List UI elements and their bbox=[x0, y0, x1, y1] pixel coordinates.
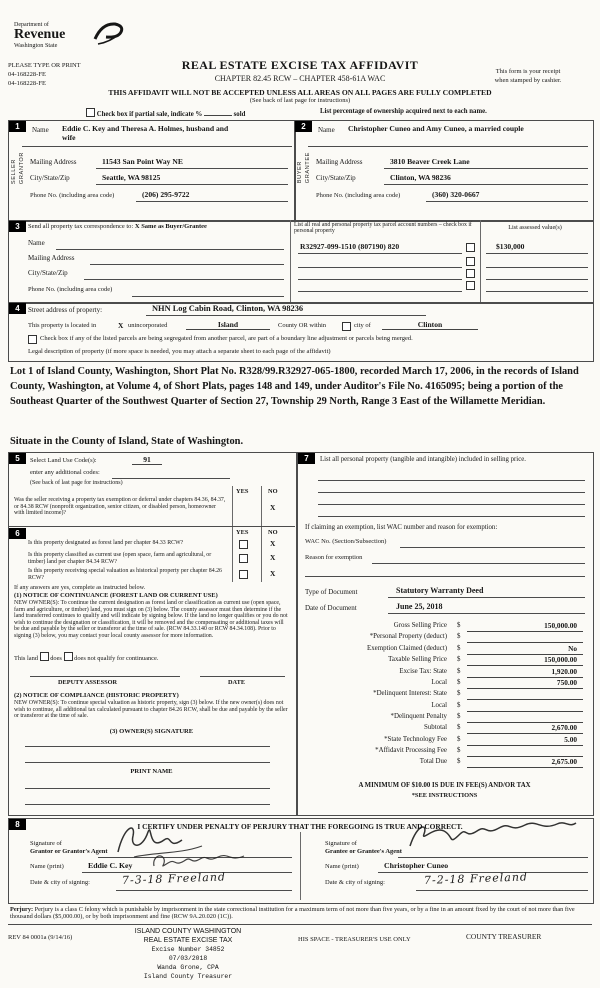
seller-csz-value: Seattle, WA 98125 bbox=[102, 173, 161, 182]
fee-label: Local bbox=[431, 679, 447, 686]
reason-line-2[interactable] bbox=[305, 576, 585, 577]
dor-dept-of: Department of bbox=[14, 22, 49, 28]
dor-revenue: Revenue bbox=[14, 27, 66, 42]
stamp-line-treasurer-title: Island County Treasurer bbox=[143, 973, 233, 980]
buyer-mailing-label: Mailing Address bbox=[316, 158, 363, 166]
fee-value: No bbox=[568, 644, 577, 653]
seller-phone-value: (206) 295-9722 bbox=[142, 190, 190, 199]
s5-deferral-question: Was the seller receiving a property tax exemption or deferral under chapters 84.36, 84.37, or 84.38 RCW (nonprofit organization, senior citizen, or disabled person, homeowner with limited income)? bbox=[14, 497, 226, 517]
grantor-agent-label: Grantor or Grantor's Agent bbox=[30, 848, 108, 855]
parcel-line-3[interactable] bbox=[298, 279, 462, 280]
buyer-phone-value: (360) 320-0667 bbox=[432, 190, 480, 199]
fee-label: *State Technology Fee bbox=[384, 736, 447, 743]
assessed-line-4[interactable] bbox=[486, 291, 588, 292]
date-document-value: June 25, 2018 bbox=[396, 602, 443, 611]
date-document-line[interactable] bbox=[388, 613, 585, 614]
acceptance-warning: THIS AFFIDAVIT WILL NOT BE ACCEPTED UNLESS ALL AREAS ON ALL PAGES ARE FULLY COMPLETED bbox=[108, 88, 492, 97]
reason-line-1[interactable] bbox=[372, 563, 585, 564]
stamp-line-excise-number: Excise Number 34852 bbox=[151, 946, 225, 953]
s6-yes-header: YES bbox=[236, 529, 249, 536]
parcel-line-4[interactable] bbox=[298, 291, 462, 292]
does-not-label: does not qualify for continuance. bbox=[74, 655, 159, 662]
fee-row-subtotal bbox=[305, 724, 587, 735]
fee-line[interactable] bbox=[467, 689, 583, 700]
fee-label: Exemption Claimed (deduct) bbox=[367, 645, 447, 652]
assessed-line-2[interactable] bbox=[486, 267, 588, 268]
personal-property-line-2[interactable] bbox=[318, 492, 585, 493]
buyer-csz-label: City/State/Zip bbox=[316, 174, 356, 182]
grantor-name-value: Eddie C. Key bbox=[88, 861, 133, 870]
receipt-note-1: This form is your receipt bbox=[495, 68, 561, 75]
partial-sale-label: Check box if partial sale, indicate % bbox=[96, 111, 203, 118]
s6-q3-yes-checkbox[interactable] bbox=[239, 570, 248, 579]
fee-line[interactable] bbox=[467, 757, 583, 768]
situate-line: Situate in the County of Island, State of Washington. bbox=[10, 436, 244, 447]
grantee-agent-label: Grantee or Grantee's Agent bbox=[325, 848, 402, 855]
city-of-checkbox[interactable] bbox=[342, 322, 351, 331]
segregated-label: Check box if any of the listed parcels are being segregated from another parcel, are part of a boundary line adjustment or parcels being merged. bbox=[40, 335, 413, 342]
parcel-line-1[interactable] bbox=[298, 253, 462, 254]
yesno-divider-2 bbox=[261, 486, 262, 582]
section5-number: 5 bbox=[9, 453, 26, 464]
partial-sale-checkbox[interactable] bbox=[86, 108, 95, 117]
notice1-body: NEW OWNER(S): To continue the current designation as forest land or classification as current use (open space, farm and agriculture, or timber) land, you must sign on (3) below. The county assessor must then determine if the land transferred continues to qualify and will indicate by signing below. If the land no longer qualifies or you do not wish to continue the designation or classification, it will be removed and the compensating or additional taxes will be due and payable by the seller or transferor at the time of sale. (RCW 84.33.140 or RCW 84.34.108). Prior to signing (3) below, you may contact your local county assessor for more information. bbox=[14, 600, 288, 639]
parcel-checkbox-3[interactable] bbox=[466, 269, 475, 278]
seller-side-label bbox=[11, 152, 25, 184]
see-instructions-note: *SEE INSTRUCTIONS bbox=[411, 792, 478, 799]
section1-number: 1 bbox=[9, 121, 26, 132]
does-not-checkbox[interactable] bbox=[64, 652, 73, 661]
buyer-name-value: Christopher Cuneo and Amy Cuneo, a married couple bbox=[348, 124, 524, 133]
seller-side-word-1: SELLER bbox=[11, 159, 17, 185]
same-as-x-mark: X bbox=[134, 223, 140, 230]
deputy-assessor-label: DEPUTY ASSESSOR bbox=[58, 679, 118, 686]
fee-row-total-due bbox=[305, 758, 587, 769]
street-address-label: Street address of property: bbox=[28, 306, 103, 314]
fee-line[interactable] bbox=[467, 655, 583, 666]
corr-csz-label: City/State/Zip bbox=[28, 269, 68, 277]
stamp-line-date: 07/03/2018 bbox=[168, 955, 208, 962]
buyer-phone-line[interactable] bbox=[426, 201, 588, 202]
fee-label: Gross Selling Price bbox=[393, 622, 447, 629]
fee-value: 2,675.00 bbox=[551, 757, 577, 766]
grantee-date-line[interactable] bbox=[416, 890, 588, 891]
personal-property-line-4[interactable] bbox=[318, 516, 585, 517]
s6-question-2: Is this property classified as current use (open space, farm and agricultural, or timber) land per chapter 84.34 RCW? bbox=[28, 552, 212, 565]
yesno-divider-1 bbox=[232, 486, 233, 582]
personal-property-line-1[interactable] bbox=[318, 480, 585, 481]
dor-state: Washington State bbox=[14, 42, 58, 49]
partial-sale-sold: sold bbox=[233, 111, 246, 118]
print-name-line-1[interactable] bbox=[25, 788, 270, 789]
dollar-sign: $ bbox=[457, 747, 461, 754]
fee-label: Total Due bbox=[419, 758, 447, 765]
corr-mailing-line[interactable] bbox=[90, 264, 284, 265]
buyer-side-word-2: GRANTEE bbox=[305, 152, 311, 184]
s6-q2-no-x: X bbox=[270, 553, 276, 562]
parcel-header: List all real and personal property tax parcel account numbers – check box if personal property bbox=[294, 222, 472, 235]
fee-value bbox=[577, 746, 583, 755]
stamp-line-county: ISLAND COUNTY WASHINGTON bbox=[134, 928, 242, 935]
fee-value: 2,670.00 bbox=[551, 723, 577, 732]
please-type-note: PLEASE TYPE OR PRINT bbox=[8, 62, 81, 69]
fee-line[interactable] bbox=[467, 712, 583, 723]
fee-line[interactable] bbox=[467, 667, 583, 678]
form-title: REAL ESTATE EXCISE TAX AFFIDAVIT bbox=[181, 58, 419, 72]
seller-mailing-label: Mailing Address bbox=[30, 158, 77, 166]
section7-number: 7 bbox=[298, 453, 315, 464]
grantee-date-city-value: 7-2-18 Freeland bbox=[423, 870, 529, 887]
owners-signature-heading: (3) OWNER(S) SIGNATURE bbox=[109, 728, 194, 735]
does-label: does bbox=[50, 655, 62, 662]
grantee-signature-of-label: Signature of bbox=[325, 840, 357, 847]
section5-6-divider bbox=[8, 526, 295, 527]
personal-property-line-3[interactable] bbox=[318, 504, 585, 505]
buyer-name-label: Name bbox=[318, 126, 335, 134]
land-use-label: Select Land Use Code(s): bbox=[30, 457, 97, 464]
section8-number: 8 bbox=[9, 819, 26, 830]
buyer-mailing-line[interactable] bbox=[384, 168, 588, 169]
fee-label: Subtotal bbox=[424, 724, 447, 731]
corr-csz-line[interactable] bbox=[84, 279, 284, 280]
section6-number: 6 bbox=[9, 528, 26, 539]
buyer-csz-value: Clinton, WA 98236 bbox=[390, 173, 451, 182]
parcel-checkbox-2[interactable] bbox=[466, 257, 475, 266]
parcel-number-value: R32927-099-1510 (807190) 820 bbox=[300, 242, 400, 251]
fee-value bbox=[577, 712, 583, 721]
section8-divider bbox=[300, 832, 301, 900]
notice2-title: (2) NOTICE OF COMPLIANCE (HISTORIC PROPERTY) bbox=[14, 692, 179, 699]
grantee-name-value: Christopher Cuneo bbox=[384, 861, 449, 870]
s6-no-header: NO bbox=[268, 529, 278, 536]
dollar-sign: $ bbox=[457, 656, 461, 663]
parcel-checkbox-4[interactable] bbox=[466, 281, 475, 290]
street-address-line[interactable] bbox=[146, 315, 426, 316]
perjury-lead: Perjury: bbox=[10, 906, 34, 913]
fee-line[interactable] bbox=[467, 621, 583, 632]
fee-line[interactable] bbox=[467, 723, 583, 734]
section3-divider-2 bbox=[480, 220, 481, 302]
assessed-value: $130,000 bbox=[496, 242, 525, 251]
located-prefix: This property is located in bbox=[28, 322, 97, 329]
unincorporated-label: unincorporated bbox=[128, 322, 168, 329]
fee-label: Excise Tax: State bbox=[399, 668, 447, 675]
dollar-sign: $ bbox=[457, 622, 461, 629]
ownership-note: List percentage of ownership acquired next to each name. bbox=[320, 108, 487, 115]
deputy-assessor-line[interactable] bbox=[30, 676, 180, 677]
county-value: Island bbox=[186, 320, 270, 330]
city-value: Clinton bbox=[382, 320, 478, 330]
print-name-line-2[interactable] bbox=[25, 804, 270, 805]
dollar-sign: $ bbox=[457, 713, 461, 720]
dollar-sign: $ bbox=[457, 702, 461, 709]
owner-signature-line-2[interactable] bbox=[25, 762, 270, 763]
fee-line[interactable] bbox=[467, 678, 583, 689]
grantor-signature-of-label: Signature of bbox=[30, 840, 62, 847]
dollar-sign: $ bbox=[457, 679, 461, 686]
section2-number: 2 bbox=[295, 121, 312, 132]
fee-row-personal-property bbox=[305, 633, 587, 644]
s6-question-1: Is this property designated as forest land per chapter 84.33 RCW? bbox=[28, 540, 184, 546]
fee-label: Taxable Selling Price bbox=[388, 656, 447, 663]
date-document-label: Date of Document bbox=[305, 604, 357, 612]
same-as-label: Same as Buyer/Grantee bbox=[141, 223, 207, 230]
dollar-sign: $ bbox=[457, 736, 461, 743]
fee-value: 1,920.00 bbox=[551, 667, 577, 676]
buyer-side-word-1: BUYER bbox=[297, 160, 303, 184]
dor-logo bbox=[14, 22, 65, 49]
county-treasurer-label: COUNTY TREASURER bbox=[466, 932, 542, 941]
fee-line[interactable] bbox=[467, 735, 583, 746]
owner-signature-line-1[interactable] bbox=[25, 746, 270, 747]
perjury-note bbox=[10, 906, 592, 921]
stamp-line-tax: REAL ESTATE EXCISE TAX bbox=[143, 937, 233, 944]
seller-mailing-value: 11543 San Point Way NE bbox=[102, 157, 183, 166]
assessed-line-3[interactable] bbox=[486, 279, 588, 280]
buyer-name-line[interactable] bbox=[308, 146, 588, 147]
fee-value: 750.00 bbox=[556, 678, 577, 687]
certify-statement: I CERTIFY UNDER PENALTY OF PERJURY THAT THE FOREGOING IS TRUE AND CORRECT. bbox=[137, 822, 463, 831]
city-of-label: city of bbox=[354, 322, 371, 329]
section2-buyer-box bbox=[294, 120, 594, 222]
parcel-checkbox-1[interactable] bbox=[466, 243, 475, 252]
qualify-prefix: This land bbox=[14, 655, 38, 662]
legal-description-text: Lot 1 of Island County, Washington, Short Plat No. R328/99.R32927-065-1800, recorded March 17, 2006, in the records of Island County, Washington, at Volume 4, of Short Plats, pages 148 and 149, under Auditor's File No. 4165095; being a portion of the Southeast Quarter of the Southwest Quarter of Section 27, Township 29 North, Range 3 East of the Willamette Meridian. bbox=[10, 366, 579, 407]
print-name-heading: PRINT NAME bbox=[130, 768, 173, 775]
type-document-value: Statutory Warranty Deed bbox=[396, 586, 484, 595]
buyer-side-label bbox=[297, 152, 311, 183]
s6-if-yes-note: If any answers are yes, complete as instructed below. bbox=[14, 584, 146, 591]
s6-q1-yes-checkbox[interactable] bbox=[239, 540, 248, 549]
s5-no-header: NO bbox=[268, 488, 278, 495]
grantor-date-line[interactable] bbox=[116, 890, 292, 891]
stamp-line-treasurer-name: Wanda Grone, CPA bbox=[157, 964, 219, 971]
deputy-date-label: DATE bbox=[228, 679, 246, 686]
wac-label: WAC No. (Section/Subsection) bbox=[305, 538, 387, 545]
wac-line[interactable] bbox=[400, 547, 585, 548]
form-number-2: 04-168228-FE bbox=[8, 80, 46, 87]
dor-swoosh-icon bbox=[92, 20, 126, 46]
land-use-value: 91 bbox=[132, 455, 162, 465]
dollar-sign: $ bbox=[457, 668, 461, 675]
buyer-csz-line[interactable] bbox=[384, 184, 588, 185]
does-checkbox[interactable] bbox=[40, 652, 49, 661]
seller-side-word-2: GRANTOR bbox=[19, 152, 25, 185]
corr-mailing-label: Mailing Address bbox=[28, 254, 75, 262]
additional-codes-line[interactable] bbox=[112, 478, 230, 479]
type-document-label: Type of Document bbox=[305, 588, 358, 596]
s5-no-answer-x: X bbox=[270, 503, 276, 512]
rev-form-number: REV 84 0001a (9/14/16) bbox=[8, 934, 73, 941]
type-document-line[interactable] bbox=[388, 597, 585, 598]
corr-phone-line[interactable] bbox=[132, 296, 284, 297]
seller-phone-line[interactable] bbox=[136, 201, 288, 202]
fee-line[interactable] bbox=[467, 632, 583, 643]
seller-mailing-line[interactable] bbox=[96, 168, 288, 169]
parcel-line-2[interactable] bbox=[298, 267, 462, 268]
partial-sale-row bbox=[86, 108, 245, 118]
exemption-header: If claiming an exemption, list WAC number and reason for exemption: bbox=[305, 524, 498, 531]
grantor-name-print-label: Name (print) bbox=[30, 863, 64, 870]
fee-label: *Affidavit Processing Fee bbox=[375, 747, 447, 754]
fee-line[interactable] bbox=[467, 644, 583, 655]
s6-question-3: Is this property receiving special valuation as historical property per chapter 84.26 RCW? bbox=[28, 568, 222, 581]
additional-codes-label: enter any additional codes: bbox=[30, 469, 100, 476]
treasurer-space-note: HIS SPACE - TREASURER'S USE ONLY bbox=[298, 936, 411, 943]
section3-number: 3 bbox=[9, 221, 26, 232]
section4-number: 4 bbox=[9, 303, 26, 314]
fee-value bbox=[577, 632, 583, 641]
fee-row-taxable bbox=[305, 656, 587, 667]
segregated-checkbox[interactable] bbox=[28, 335, 37, 344]
s6-q2-yes-checkbox[interactable] bbox=[239, 554, 248, 563]
notice2-body: NEW OWNER(S): To continue special valuation as historic property, sign (3) below. If the new owner(s) does not wish to continue, all additional tax calculated pursuant to chapter 84.26 RCW, shall be due and payable by the seller or transferor at the time of sale. bbox=[14, 700, 288, 720]
tax-correspondence-row bbox=[28, 223, 286, 230]
s6-q3-no-x: X bbox=[270, 569, 276, 578]
see-back-note: (See back of last page for instructions) bbox=[249, 97, 351, 104]
dollar-sign: $ bbox=[457, 724, 461, 731]
dollar-sign: $ bbox=[457, 633, 461, 640]
county-or-label: County OR within bbox=[278, 322, 327, 329]
seller-name-value: Eddie C. Key and Theresa A. Holmes, husband and wife bbox=[62, 124, 229, 142]
grantee-name-print-label: Name (print) bbox=[325, 863, 359, 870]
fee-value bbox=[577, 701, 583, 710]
partial-sale-percent-line[interactable] bbox=[204, 115, 232, 116]
buyer-mailing-value: 3810 Beaver Creek Lane bbox=[390, 157, 470, 166]
legal-description-label: Legal description of property (if more space is needed, you may attach a separate sheet to each page of the affidavit) bbox=[28, 348, 331, 355]
corr-phone-label: Phone No. (including area code) bbox=[28, 286, 113, 293]
unincorporated-x-mark: X bbox=[118, 321, 124, 330]
fee-line[interactable] bbox=[467, 701, 583, 712]
seller-name-label: Name bbox=[32, 126, 49, 134]
fee-line[interactable] bbox=[467, 746, 583, 757]
fee-label: *Personal Property (deduct) bbox=[369, 633, 447, 640]
fee-label: *Delinquent Penalty bbox=[390, 713, 447, 720]
reason-exemption-label: Reason for exemption bbox=[305, 554, 363, 561]
section5-see-back: (See back of last page for instructions) bbox=[30, 480, 123, 486]
dollar-sign: $ bbox=[457, 645, 461, 652]
assessed-value-header: List assessed value(s) bbox=[508, 224, 562, 231]
section3-divider-1 bbox=[290, 220, 291, 302]
street-address-value: NHN Log Cabin Road, Clinton, WA 98236 bbox=[152, 304, 304, 313]
corr-name-label: Name bbox=[28, 239, 45, 247]
notice1-title: (1) NOTICE OF CONTINUANCE (FOREST LAND OR CURRENT USE) bbox=[14, 592, 218, 599]
fee-value bbox=[577, 689, 583, 698]
minimum-fee-note: A MINIMUM OF $10.00 IS DUE IN FEE(S) AND/OR TAX bbox=[358, 782, 531, 789]
footer-divider bbox=[8, 924, 592, 925]
fee-label: Local bbox=[431, 702, 447, 709]
dollar-sign: $ bbox=[457, 690, 461, 697]
s6-q1-no-x: X bbox=[270, 539, 276, 548]
continuance-qualify-row bbox=[14, 652, 158, 662]
fee-value: 150,000.00 bbox=[544, 621, 577, 630]
deputy-date-line[interactable] bbox=[200, 676, 285, 677]
corr-name-line[interactable] bbox=[56, 249, 284, 250]
seller-name-line[interactable] bbox=[22, 146, 292, 147]
receipt-note-2: when stamped by cashier. bbox=[494, 77, 562, 84]
grantor-date-city-label: Date & city of signing: bbox=[30, 879, 90, 886]
send-correspondence-label: Send all property tax correspondence to: bbox=[28, 223, 134, 230]
fee-value: 150,000.00 bbox=[544, 655, 577, 664]
perjury-body: Perjury is a class C felony which is punishable by imprisonment in the state correctional institution for a maximum term of not more than five years, or by a fine in an amount fixed by the court of not more than five thousand dollars ($5,000.00), or by both imprisonment and fine (RCW 9A.20.020 (1C)). bbox=[10, 906, 575, 921]
form-subtitle: CHAPTER 82.45 RCW – CHAPTER 458-61A WAC bbox=[214, 74, 386, 83]
seller-csz-label: City/State/Zip bbox=[30, 174, 70, 182]
personal-property-header: List all personal property (tangible and intangible) included in selling price. bbox=[320, 456, 526, 463]
seller-phone-label: Phone No. (including area code) bbox=[30, 192, 115, 199]
buyer-phone-label: Phone No. (including area code) bbox=[316, 192, 401, 199]
s5-yes-header: YES bbox=[236, 488, 249, 495]
form-number-1: 04-168228-FE bbox=[8, 71, 46, 78]
assessed-line-1[interactable] bbox=[486, 253, 588, 254]
grantee-date-city-label: Date & city of signing: bbox=[325, 879, 385, 886]
fee-value: 5.00 bbox=[564, 735, 577, 744]
fee-label: *Delinquent Interest: State bbox=[373, 690, 447, 697]
fee-row-delinquent-interest-state bbox=[305, 690, 587, 701]
grantor-date-city-value: 7-3-18 Freeland bbox=[121, 870, 227, 887]
treasurer-stamp bbox=[104, 927, 272, 981]
dollar-sign: $ bbox=[457, 758, 461, 765]
seller-csz-line[interactable] bbox=[96, 184, 288, 185]
grantee-signature-icon bbox=[404, 816, 580, 860]
